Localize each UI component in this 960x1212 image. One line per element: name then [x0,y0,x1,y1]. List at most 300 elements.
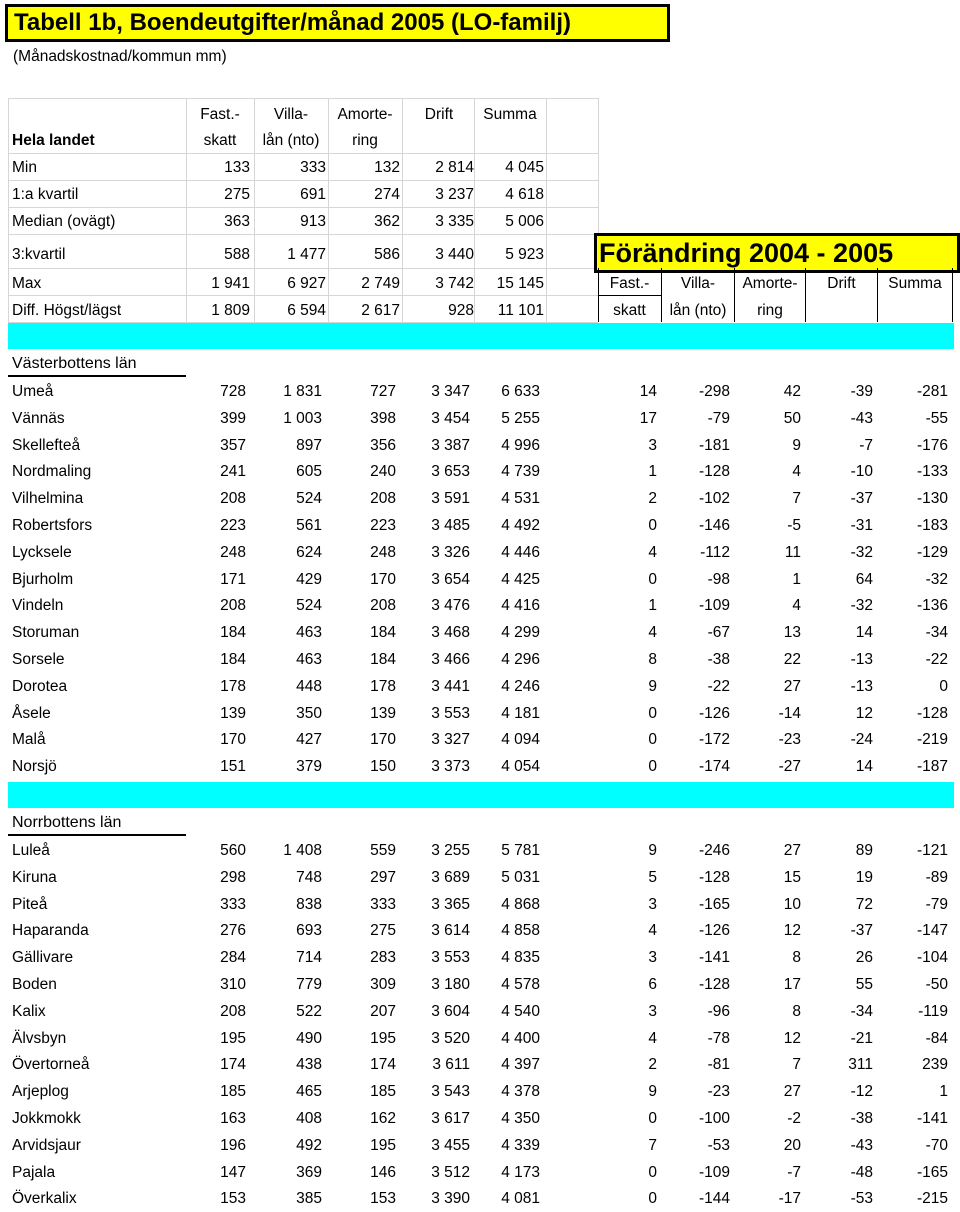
change-fastskatt: 0 [648,704,657,722]
change-amortering: 22 [783,651,801,668]
header-fastskatt-1: Fast.- [200,106,240,123]
change-fastskatt: 0 [648,1110,657,1127]
value-amortering: 184 [370,624,396,642]
change-summa: -34 [925,624,948,642]
value-drift: 3 455 [431,1136,470,1154]
value-amortering: 174 [370,1056,396,1074]
value-villalan: 1 408 [283,842,322,859]
change-villalan: -128 [698,868,730,886]
change-amortering: 1 [792,570,801,588]
value-amortering: 275 [370,922,396,940]
value-villalan: 779 [296,976,322,993]
change-fastskatt: 0 [648,758,657,776]
value-fastskatt: 174 [220,1056,246,1074]
change-villalan: -146 [698,517,730,534]
table-row [0,673,960,700]
grid-line-horizontal [8,268,598,269]
value-amortering: 297 [370,868,396,886]
table-row [0,700,960,727]
change-amortering: 12 [783,1029,801,1047]
value-summa: 4 835 [501,949,540,967]
value-drift: 3 454 [431,409,470,427]
municipality-name: Boden [12,976,57,993]
change-amortering: 7 [792,1056,801,1074]
value-villalan: 369 [296,1163,322,1181]
change-drift: -31 [850,517,873,534]
change-villalan: -174 [698,758,730,776]
value-villalan: 429 [296,570,322,588]
change-drift: 19 [855,868,873,886]
municipality-name: Bjurholm [12,570,74,588]
change-summa: -84 [925,1029,948,1047]
table-row [0,1025,960,1052]
change-fastskatt: 0 [648,1163,657,1181]
value-drift: 3 326 [431,543,470,561]
change-header-villalan-1: Villa- [680,275,716,292]
change-villalan: -100 [698,1110,730,1127]
value-fastskatt: 170 [220,731,246,749]
table-row [0,753,960,780]
table-row [0,726,960,753]
municipality-name: Norsjö [12,758,57,776]
value-villalan: 6 927 [287,275,326,292]
value-fastskatt: 171 [220,570,246,588]
value-fastskatt: 178 [220,677,246,695]
change-drift: 72 [855,895,873,913]
change-amortering: 20 [783,1136,801,1154]
value-drift: 3 476 [431,597,470,615]
change-fastskatt: 4 [648,1029,657,1047]
table-row [0,512,960,539]
value-summa: 4 578 [501,976,540,993]
municipality-name: Malå [12,731,46,749]
municipality-name: Övertorneå [12,1056,90,1074]
value-fastskatt: 275 [224,186,250,203]
value-amortering: 248 [370,543,396,561]
value-fastskatt: 363 [224,213,250,230]
change-amortering: 7 [792,490,801,508]
value-amortering: 185 [370,1083,396,1101]
change-villalan: -246 [698,842,730,859]
change-amortering: 27 [783,842,801,859]
change-summa: -70 [925,1136,948,1154]
change-drift: -12 [850,1083,873,1101]
value-fastskatt: 196 [220,1136,246,1154]
change-drift: -13 [850,677,873,695]
change-amortering: 8 [792,1002,801,1020]
change-drift: 14 [855,758,873,776]
change-drift: 55 [855,976,873,993]
value-summa: 6 633 [501,383,540,400]
value-amortering: 559 [370,842,396,859]
municipality-name: Gällivare [12,949,74,967]
page-subtitle: (Månadskostnad/kommun mm) [13,48,227,65]
table-row [0,917,960,944]
value-drift: 3 512 [431,1163,470,1181]
value-drift: 3 387 [431,436,470,454]
municipality-name: Skellefteå [12,436,81,454]
municipality-name: Kiruna [12,868,57,886]
change-drift: -24 [850,731,873,749]
value-drift: 2 814 [435,159,474,176]
change-amortering: -5 [787,517,801,534]
municipality-name: Kalix [12,1002,46,1020]
value-summa: 4 531 [501,490,540,508]
value-summa: 4 081 [501,1190,540,1208]
municipality-name: Lycksele [12,543,72,561]
value-villalan: 605 [296,463,322,481]
value-drift: 3 335 [435,213,474,230]
change-villalan: -126 [698,704,730,722]
change-header-fastskatt-2: skatt [613,302,646,319]
change-villalan: -78 [707,1029,730,1047]
change-fastskatt: 3 [648,895,657,913]
value-drift: 3 347 [431,383,470,400]
header-summa: Summa [483,106,537,123]
value-drift: 3 520 [431,1029,470,1047]
change-summa: -119 [918,1002,948,1020]
value-fastskatt: 588 [224,246,250,263]
value-amortering: 333 [370,895,396,913]
table-row [0,864,960,891]
national-label: Hela landet [12,132,95,149]
change-drift: -37 [850,490,873,508]
change-drift: -53 [850,1190,873,1208]
value-summa: 5 031 [501,868,540,886]
municipality-name: Robertsfors [12,517,93,534]
change-fastskatt: 3 [648,949,657,967]
row-label: 1:a kvartil [12,186,79,203]
table-row [0,485,960,512]
table-row [0,971,960,998]
value-summa: 4 378 [501,1083,540,1101]
municipality-name: Piteå [12,895,48,913]
table-row [0,1159,960,1186]
value-fastskatt: 357 [220,436,246,454]
value-villalan: 897 [296,436,322,454]
value-drift: 3 617 [431,1110,470,1127]
value-villalan: 748 [296,868,322,886]
change-header-drift: Drift [827,275,856,292]
header-villalan-2: lån (nto) [262,132,320,149]
change-amortering: 27 [783,1083,801,1101]
table-row [0,837,960,864]
value-summa: 5 255 [501,409,540,427]
change-summa: -32 [925,570,948,588]
change-fastskatt: 2 [648,490,657,508]
table-row [0,539,960,566]
value-villalan: 691 [300,186,326,203]
value-drift: 3 390 [431,1190,470,1208]
value-villalan: 1 831 [283,383,322,400]
change-drift: -39 [850,383,873,400]
change-amortering: 42 [783,383,801,400]
header-row-1 [0,101,960,128]
value-drift: 3 591 [431,490,470,508]
value-villalan: 350 [296,704,322,722]
value-summa: 4 045 [505,159,544,176]
change-drift: -32 [850,543,873,561]
value-summa: 4 540 [501,1002,540,1020]
header-drift: Drift [424,106,454,123]
value-villalan: 379 [296,758,322,776]
change-drift: 26 [855,949,873,967]
value-villalan: 385 [296,1190,322,1208]
municipality-name: Älvsbyn [12,1029,67,1047]
value-amortering: 208 [370,490,396,508]
value-summa: 4 350 [501,1110,540,1127]
value-fastskatt: 276 [220,922,246,940]
change-summa: -50 [925,976,948,993]
page-title: Tabell 1b, Boendeutgifter/månad 2005 (LO-familj) [5,4,670,42]
change-villalan: -181 [698,436,730,454]
change-drift: -13 [850,651,873,668]
value-drift: 3 543 [431,1083,470,1101]
value-drift: 3 365 [431,895,470,913]
change-drift: -48 [850,1163,873,1181]
table-row [0,646,960,673]
change-amortering: 27 [783,677,801,695]
value-villalan: 427 [296,731,322,749]
value-fastskatt: 298 [220,868,246,886]
value-villalan: 438 [296,1056,322,1074]
change-amortering: 11 [784,543,801,561]
change-villalan: -144 [698,1190,730,1208]
value-fastskatt: 310 [220,976,246,993]
national-row [0,154,960,181]
table-row [0,1185,960,1212]
change-fastskatt: 17 [639,409,657,427]
change-villalan: -98 [707,570,730,588]
table-row [0,566,960,593]
value-villalan: 463 [296,624,322,642]
header-row-2 [0,127,960,154]
value-summa: 4 858 [501,922,540,940]
municipality-name: Storuman [12,624,80,642]
table-row [0,619,960,646]
change-villalan: -23 [707,1083,730,1101]
change-fastskatt: 6 [648,976,657,993]
change-summa: -133 [916,463,948,481]
row-label: 3:kvartil [12,246,66,263]
change-summa: -79 [925,895,948,913]
value-fastskatt: 151 [220,758,246,776]
change-summa: -89 [925,868,948,886]
municipality-name: Arjeplog [12,1083,69,1101]
value-drift: 3 373 [431,758,470,776]
change-amortering: -7 [787,1163,801,1181]
change-fastskatt: 14 [639,383,657,400]
value-fastskatt: 184 [220,651,246,668]
value-drift: 928 [448,302,474,319]
row-label: Min [12,159,37,176]
municipality-name: Umeå [12,383,54,400]
change-drift: -37 [850,922,873,940]
change-fastskatt: 3 [648,1002,657,1020]
table-row [0,1105,960,1132]
change-fastskatt: 4 [648,922,657,940]
change-summa: 0 [939,677,948,695]
value-amortering: 283 [370,949,396,967]
value-fastskatt: 241 [220,463,246,481]
change-villalan: -22 [707,677,730,695]
header-fastskatt-2: skatt [203,132,237,149]
value-amortering: 586 [374,246,400,263]
table-row [0,1078,960,1105]
value-drift: 3 466 [431,651,470,668]
change-villalan: -109 [698,1163,730,1181]
change-title: Förändring 2004 - 2005 [594,233,960,273]
municipality-name: Jokkmokk [12,1110,81,1127]
change-drift: -38 [850,1110,873,1127]
change-header-amortering-1: Amorte- [742,275,798,292]
value-amortering: 208 [370,597,396,615]
table-row [0,1051,960,1078]
change-summa: -130 [916,490,948,508]
value-villalan: 522 [296,1002,322,1020]
value-summa: 4 618 [505,186,544,203]
value-amortering: 150 [370,758,396,776]
municipality-name: Nordmaling [12,463,92,481]
value-summa: 4 425 [501,570,540,588]
value-villalan: 448 [296,677,322,695]
change-fastskatt: 0 [648,731,657,749]
change-drift: 12 [855,704,873,722]
value-fastskatt: 208 [220,597,246,615]
change-drift: 64 [855,570,873,588]
value-summa: 4 299 [501,624,540,642]
change-villalan: -112 [700,543,730,561]
change-summa: -22 [925,651,948,668]
value-drift: 3 654 [431,570,470,588]
value-amortering: 178 [370,677,396,695]
change-amortering: 17 [783,976,801,993]
change-villalan: -102 [698,490,730,508]
value-summa: 4 492 [501,517,540,534]
table-row [0,998,960,1025]
change-summa: -147 [916,922,948,940]
value-summa: 4 416 [501,597,540,615]
change-villalan: -126 [698,922,730,940]
municipality-name: Vännäs [12,409,65,427]
value-amortering: 240 [370,463,396,481]
section-underline [8,834,186,836]
table-row [0,944,960,971]
change-villalan: -165 [698,895,730,913]
value-summa: 4 739 [501,463,540,481]
value-fastskatt: 1 941 [211,275,250,292]
value-villalan: 1 477 [287,246,326,263]
value-drift: 3 653 [431,463,470,481]
change-drift: -32 [850,597,873,615]
value-drift: 3 440 [435,246,474,263]
row-label: Median (ovägt) [12,213,116,230]
value-summa: 4 094 [501,731,540,749]
change-amortering: 8 [792,949,801,967]
value-summa: 5 923 [505,246,544,263]
value-summa: 4 397 [501,1056,540,1074]
change-villalan: -79 [707,409,730,427]
value-villalan: 693 [296,922,322,940]
change-villalan: -96 [707,1002,730,1020]
value-amortering: 170 [370,570,396,588]
change-summa: -55 [925,409,948,427]
value-amortering: 223 [370,517,396,534]
change-summa: 239 [922,1056,948,1074]
change-fastskatt: 7 [648,1136,657,1154]
change-amortering: 9 [792,436,801,454]
change-drift: -21 [850,1029,873,1047]
value-drift: 3 237 [435,186,474,203]
change-drift: 89 [855,842,873,859]
value-amortering: 362 [374,213,400,230]
value-fastskatt: 195 [220,1029,246,1047]
value-drift: 3 441 [431,677,470,695]
value-drift: 3 689 [431,868,470,886]
change-amortering: 4 [792,463,801,481]
change-amortering: 13 [783,624,801,642]
change-summa: -187 [916,758,948,776]
change-villalan: -67 [707,624,730,642]
header-villalan-1: Villa- [273,106,309,123]
value-fastskatt: 163 [220,1110,246,1127]
change-summa: -183 [916,517,948,534]
value-fastskatt: 560 [220,842,246,859]
change-summa: -215 [916,1190,948,1208]
value-drift: 3 468 [431,624,470,642]
change-summa: -136 [916,597,948,615]
change-amortering: 12 [783,922,801,940]
value-amortering: 139 [370,704,396,722]
value-villalan: 624 [296,543,322,561]
value-fastskatt: 208 [220,490,246,508]
change-villalan: -53 [707,1136,730,1154]
value-amortering: 356 [370,436,396,454]
value-fastskatt: 399 [220,409,246,427]
section-underline [8,375,186,377]
value-amortering: 170 [370,731,396,749]
value-drift: 3 553 [431,704,470,722]
value-drift: 3 327 [431,731,470,749]
value-drift: 3 553 [431,949,470,967]
change-drift: -7 [859,436,873,454]
value-fastskatt: 133 [224,159,250,176]
change-villalan: -128 [698,976,730,993]
change-fastskatt: 4 [648,624,657,642]
change-fastskatt: 3 [648,436,657,454]
value-fastskatt: 185 [220,1083,246,1101]
change-summa: -104 [916,949,948,967]
change-header-amortering-2: ring [757,302,783,319]
value-summa: 4 868 [501,895,540,913]
row-label: Max [12,275,42,292]
value-amortering: 309 [370,976,396,993]
value-villalan: 465 [296,1083,322,1101]
value-amortering: 727 [370,383,396,400]
value-fastskatt: 1 809 [211,302,250,319]
change-fastskatt: 0 [648,570,657,588]
value-amortering: 184 [370,651,396,668]
value-drift: 3 180 [431,976,470,993]
value-drift: 3 614 [431,922,470,940]
change-drift: 14 [855,624,873,642]
change-header-row-1 [0,270,960,297]
change-villalan: -81 [707,1056,730,1074]
value-fastskatt: 284 [220,949,246,967]
change-amortering: 10 [783,895,801,913]
change-villalan: -109 [698,597,730,615]
value-villalan: 492 [296,1136,322,1154]
